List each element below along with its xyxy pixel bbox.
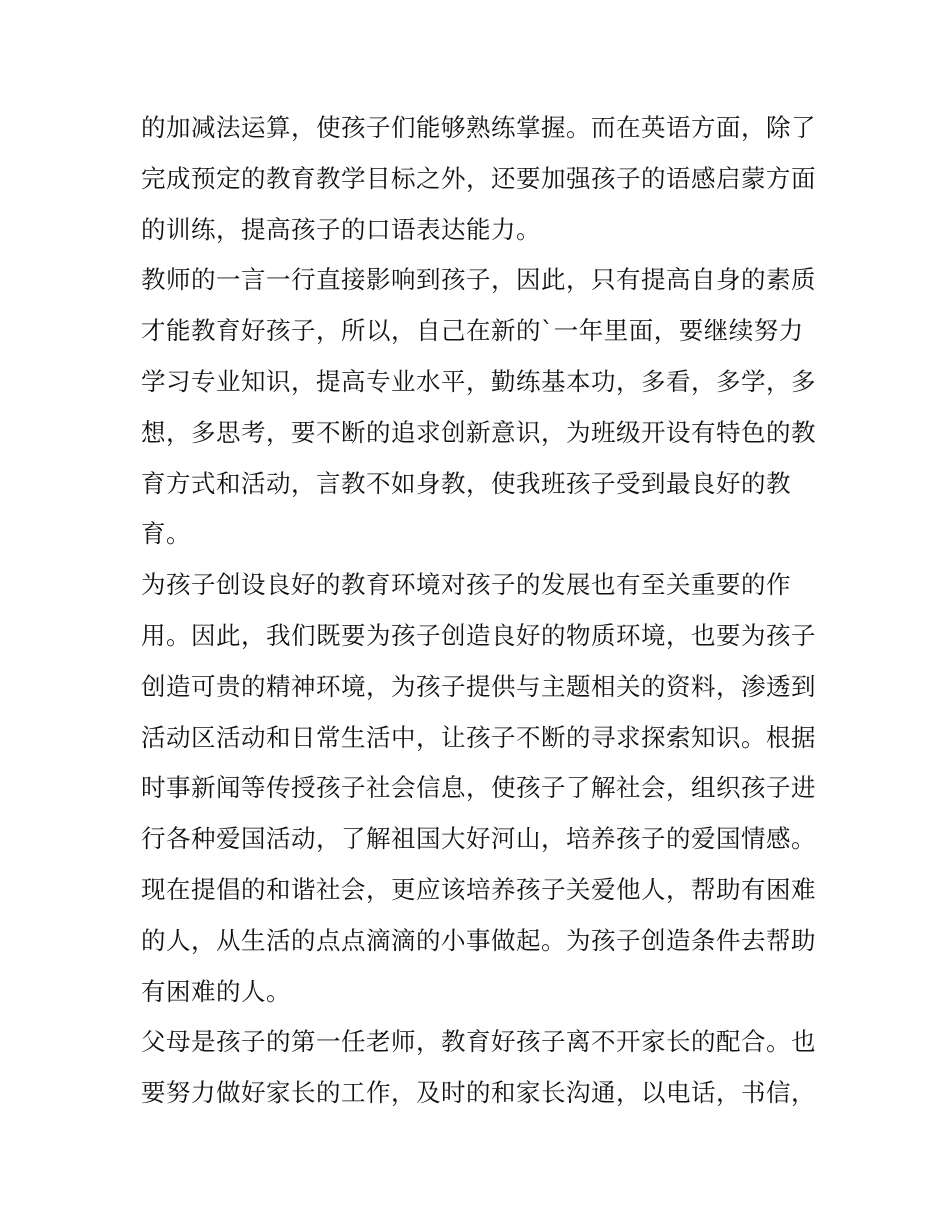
paragraph-3	[141, 560, 816, 1017]
text-line: 想，多思考，要不断的追求创新意识，为班级开设有特色的教	[141, 417, 816, 447]
text-line: 才能教育好孩子，所以，自己在新的`一年里面，要继续努力	[141, 316, 804, 346]
text-line: 的人，从生活的点点滴滴的小事做起。为孩子创造条件去帮助	[141, 925, 816, 955]
text-line: 用。因此，我们既要为孩子创造良好的物质环境，也要为孩子	[141, 620, 816, 650]
text-line: 时事新闻等传授孩子社会信息，使孩子了解社会，组织孩子进	[141, 773, 816, 803]
text-line: 教师的一言一行直接影响到孩子，因此，只有提高自身的素质	[141, 265, 816, 295]
text-line: 的训练，提高孩子的口语表达能力。	[141, 214, 541, 244]
text-line: 育方式和活动，言教不如身教，使我班孩子受到最良好的教	[141, 468, 791, 498]
text-line: 行各种爱国活动，了解祖国大好河山，培养孩子的爱国情感。	[141, 824, 816, 854]
text-line: 要努力做好家长的工作，及时的和家长沟通，以电话，书信，	[141, 1078, 816, 1108]
text-line: 父母是孩子的第一任老师，教育好孩子离不开家长的配合。也	[141, 1027, 816, 1057]
paragraph-1	[141, 103, 816, 255]
paragraph-4	[141, 1017, 816, 1119]
text-line: 有困难的人。	[141, 976, 291, 1006]
document-body	[141, 103, 816, 1119]
text-line: 的加减法运算，使孩子们能够熟练掌握。而在英语方面，除了	[141, 113, 816, 142]
text-line: 学习专业知识，提高专业水平，勤练基本功，多看，多学，多	[141, 366, 816, 396]
paragraph-2	[141, 255, 816, 560]
text-line: 活动区活动和日常生活中，让孩子不断的寻求探索知识。根据	[141, 722, 816, 752]
text-line: 育。	[141, 519, 191, 549]
text-line: 为孩子创设良好的教育环境对孩子的发展也有至关重要的作	[141, 570, 791, 600]
text-line: 完成预定的教育教学目标之外，还要加强孩子的语感启蒙方面	[141, 163, 816, 193]
text-line: 现在提倡的和谐社会，更应该培养孩子关爱他人，帮助有困难	[141, 874, 816, 904]
text-line: 创造可贵的精神环境，为孩子提供与主题相关的资料，渗透到	[141, 671, 816, 701]
